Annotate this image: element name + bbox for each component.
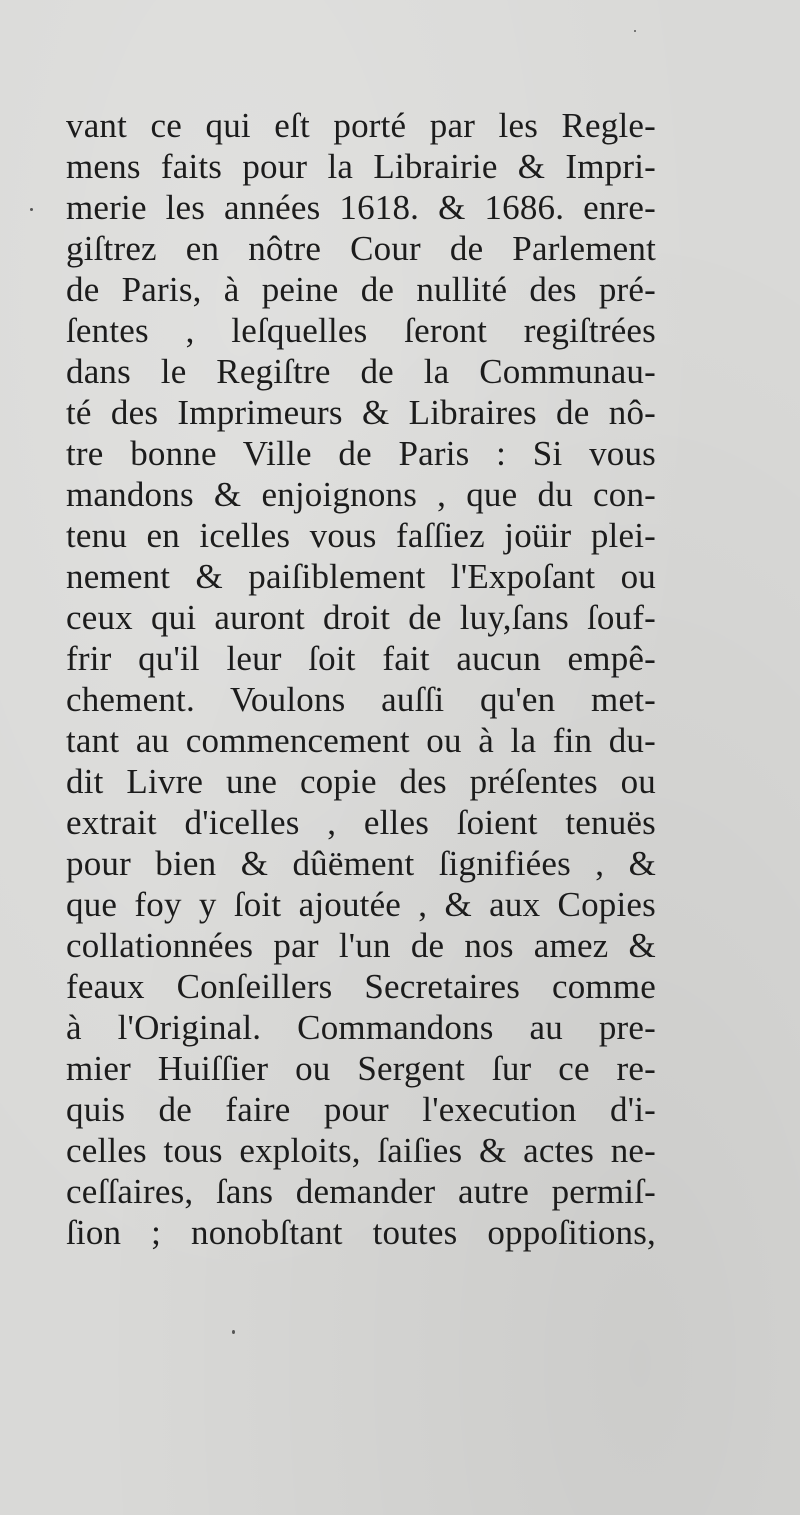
text-line: tenu en icelles vous faſſiez joüir plei- <box>66 516 656 555</box>
text-line: à l'Original. Commandons au pre- <box>66 1008 656 1047</box>
text-line: giſtrez en nôtre Cour de Parlement <box>66 229 656 268</box>
text-line: tant au commencement ou à la fin du- <box>66 721 656 760</box>
text-line: mandons & enjoignons , que du con- <box>66 475 656 514</box>
text-line: ceſſaires, ſans demander autre permiſ- <box>66 1172 656 1211</box>
text-line: tre bonne Ville de Paris : Si vous <box>66 434 656 473</box>
text-line: merie les années 1618. & 1686. enre- <box>66 188 656 227</box>
text-line: feaux Conſeillers Secretaires comme <box>66 967 656 1006</box>
text-line: ſentes , leſquelles ſeront regiſtrées <box>66 311 656 350</box>
text-line: mier Huiſſier ou Sergent ſur ce re- <box>66 1049 656 1088</box>
text-line: frir qu'il leur ſoit fait aucun empê- <box>66 639 656 678</box>
page-text <box>66 105 656 1253</box>
paper-speck <box>30 208 33 211</box>
paper-speck <box>232 1330 235 1334</box>
text-line: collationnées par l'un de nos amez & <box>66 926 656 965</box>
text-line: quis de faire pour l'execution d'i- <box>66 1090 656 1129</box>
text-line: vant ce qui eſt porté par les Regle- <box>66 106 656 145</box>
text-line: pour bien & dûëment ſignifiées , & <box>66 844 656 883</box>
paper-speck <box>634 30 636 32</box>
text-line: de Paris, à peine de nullité des pré- <box>66 270 656 309</box>
text-line: nement & paiſiblement l'Expoſant ou <box>66 557 656 596</box>
text-line: ceux qui auront droit de luy,ſans ſouf- <box>66 598 656 637</box>
text-line: extrait d'icelles , elles ſoient tenuës <box>66 803 656 842</box>
text-line: que foy y ſoit ajoutée , & aux Copies <box>66 885 656 924</box>
text-line: dit Livre une copie des préſentes ou <box>66 762 656 801</box>
text-line: chement. Voulons auſſi qu'en met- <box>66 680 656 719</box>
text-line: té des Imprimeurs & Libraires de nô- <box>66 393 656 432</box>
text-line: mens faits pour la Librairie & Impri- <box>66 147 656 186</box>
text-line: celles tous exploits, ſaiſies & actes ne- <box>66 1131 656 1170</box>
text-line: dans le Regiſtre de la Communau- <box>66 352 656 391</box>
text-line: ſion ; nonobſtant toutes oppoſitions, <box>66 1213 656 1252</box>
